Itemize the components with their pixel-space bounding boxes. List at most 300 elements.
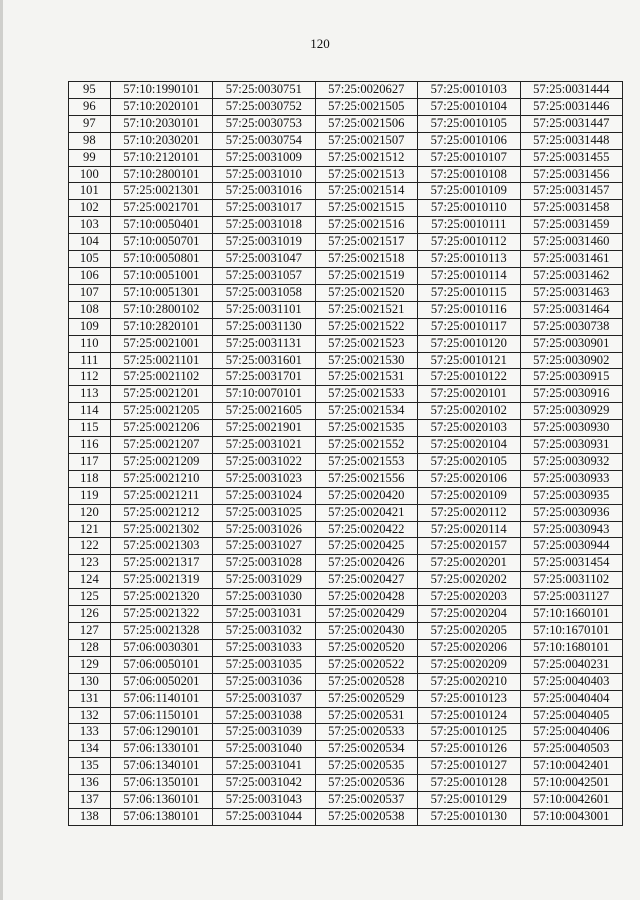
row-number-cell: 136 [69,775,111,792]
row-number-cell: 121 [69,521,111,538]
table-row [69,724,623,741]
cadastral-number-cell: 57:25:0021507 [315,132,417,149]
cadastral-number-cell: 57:25:0030936 [520,504,623,521]
row-number-cell: 105 [69,251,111,268]
cadastral-number-cell: 57:25:0010110 [418,200,520,217]
cadastral-number-cell: 57:25:0031032 [213,623,315,640]
cadastral-number-cell: 57:25:0010113 [418,251,520,268]
row-number-cell: 137 [69,792,111,809]
row-number-cell: 131 [69,690,111,707]
cadastral-number-cell: 57:25:0031446 [520,98,623,115]
row-number-cell: 98 [69,132,111,149]
cadastral-number-cell: 57:25:0020427 [315,572,417,589]
cadastral-number-cell: 57:25:0030931 [520,437,623,454]
row-number-cell: 110 [69,335,111,352]
table-row [69,504,623,521]
cadastral-number-cell: 57:25:0010128 [418,775,520,792]
table-row [69,98,623,115]
table-row [69,335,623,352]
cadastral-number-cell: 57:06:1380101 [110,808,212,825]
cadastral-number-cell: 57:25:0020531 [315,707,417,724]
cadastral-number-cell: 57:25:0031464 [520,301,623,318]
cadastral-number-cell: 57:25:0020627 [315,82,417,99]
cadastral-number-cell: 57:25:0031043 [213,792,315,809]
cadastral-number-cell: 57:25:0031455 [520,149,623,166]
cadastral-number-cell: 57:10:0050701 [110,234,212,251]
row-number-cell: 97 [69,115,111,132]
cadastral-number-cell: 57:25:0021513 [315,166,417,183]
cadastral-number-cell: 57:25:0020420 [315,487,417,504]
cadastral-number-cell: 57:25:0031457 [520,183,623,200]
cadastral-number-cell: 57:25:0021210 [110,470,212,487]
cadastral-number-cell: 57:25:0031127 [520,589,623,606]
cadastral-number-cell: 57:25:0020425 [315,538,417,555]
table-row [69,318,623,335]
row-number-cell: 128 [69,639,111,656]
row-number-cell: 124 [69,572,111,589]
cadastral-number-cell: 57:25:0040503 [520,741,623,758]
cadastral-number-cell: 57:25:0031458 [520,200,623,217]
row-number-cell: 107 [69,284,111,301]
table-row [69,639,623,656]
cadastral-number-cell: 57:25:0021514 [315,183,417,200]
cadastral-number-cell: 57:25:0020202 [418,572,520,589]
cadastral-number-cell: 57:06:1290101 [110,724,212,741]
cadastral-number-cell: 57:25:0021207 [110,437,212,454]
cadastral-number-cell: 57:06:1360101 [110,792,212,809]
row-number-cell: 125 [69,589,111,606]
cadastral-number-cell: 57:25:0020426 [315,555,417,572]
cadastral-number-cell: 57:25:0021701 [110,200,212,217]
cadastral-number-cell: 57:25:0010124 [418,707,520,724]
cadastral-number-cell: 57:25:0010120 [418,335,520,352]
cadastral-number-cell: 57:10:0042401 [520,758,623,775]
row-number-cell: 101 [69,183,111,200]
cadastral-number-cell: 57:06:1350101 [110,775,212,792]
cadastral-number-cell: 57:25:0031041 [213,758,315,775]
cadastral-number-cell: 57:25:0040404 [520,690,623,707]
cadastral-number-cell: 57:25:0030753 [213,115,315,132]
cadastral-number-cell: 57:25:0010123 [418,690,520,707]
cadastral-number-cell: 57:25:0030902 [520,352,623,369]
row-number-cell: 118 [69,470,111,487]
cadastral-number-cell: 57:25:0031035 [213,656,315,673]
row-number-cell: 119 [69,487,111,504]
cadastral-number-cell: 57:06:1140101 [110,690,212,707]
cadastral-number-cell: 57:25:0010111 [418,217,520,234]
cadastral-number-cell: 57:25:0030930 [520,420,623,437]
cadastral-number-cell: 57:06:1340101 [110,758,212,775]
cadastral-number-cell: 57:10:2120101 [110,149,212,166]
row-number-cell: 122 [69,538,111,555]
cadastral-number-cell: 57:25:0021518 [315,251,417,268]
cadastral-number-cell: 57:10:2800101 [110,166,212,183]
cadastral-number-cell: 57:25:0031021 [213,437,315,454]
cadastral-number-cell: 57:10:2020101 [110,98,212,115]
cadastral-number-cell: 57:25:0031047 [213,251,315,268]
cadastral-number-cell: 57:25:0020103 [418,420,520,437]
cadastral-number-cell: 57:25:0020157 [418,538,520,555]
cadastral-number-cell: 57:25:0020104 [418,437,520,454]
cadastral-number-cell: 57:25:0031701 [213,369,315,386]
cadastral-number-cell: 57:25:0031039 [213,724,315,741]
cadastral-number-cell: 57:25:0010129 [418,792,520,809]
cadastral-number-cell: 57:25:0021506 [315,115,417,132]
cadastral-number-cell: 57:25:0021530 [315,352,417,369]
table-row [69,200,623,217]
row-number-cell: 113 [69,386,111,403]
table-row [69,690,623,707]
table-row [69,470,623,487]
cadastral-number-cell: 57:25:0020203 [418,589,520,606]
cadastral-number-cell: 57:25:0031010 [213,166,315,183]
cadastral-number-cell: 57:25:0031018 [213,217,315,234]
row-number-cell: 117 [69,453,111,470]
table-row [69,217,623,234]
cadastral-number-cell: 57:25:0010112 [418,234,520,251]
cadastral-number-cell: 57:25:0031042 [213,775,315,792]
cadastral-number-cell: 57:25:0021516 [315,217,417,234]
table-row [69,589,623,606]
cadastral-number-cell: 57:25:0021901 [213,420,315,437]
table-row [69,437,623,454]
cadastral-number-cell: 57:25:0020534 [315,741,417,758]
cadastral-number-cell: 57:25:0010108 [418,166,520,183]
row-number-cell: 111 [69,352,111,369]
cadastral-number-cell: 57:25:0021553 [315,453,417,470]
cadastral-number-cell: 57:25:0031037 [213,690,315,707]
cadastral-number-cell: 57:25:0020112 [418,504,520,521]
cadastral-number-cell: 57:25:0021531 [315,369,417,386]
table-row [69,741,623,758]
cadastral-number-cell: 57:25:0020422 [315,521,417,538]
table-row [69,149,623,166]
row-number-cell: 102 [69,200,111,217]
cadastral-number-cell: 57:10:2030201 [110,132,212,149]
cadastral-number-cell: 57:25:0020101 [418,386,520,403]
cadastral-number-cell: 57:25:0010117 [418,318,520,335]
row-number-cell: 120 [69,504,111,521]
cadastral-number-cell: 57:10:1680101 [520,639,623,656]
cadastral-number-cell: 57:25:0040403 [520,673,623,690]
cadastral-number-cell: 57:25:0030752 [213,98,315,115]
cadastral-number-cell: 57:25:0031444 [520,82,623,99]
cadastral-number-cell: 57:25:0020421 [315,504,417,521]
table-row [69,82,623,99]
cadastral-number-cell: 57:25:0020520 [315,639,417,656]
table-row [69,386,623,403]
row-number-cell: 135 [69,758,111,775]
row-number-cell: 133 [69,724,111,741]
row-number-cell: 106 [69,267,111,284]
table-row [69,487,623,504]
cadastral-number-cell: 57:25:0040405 [520,707,623,724]
cadastral-number-cell: 57:25:0020428 [315,589,417,606]
cadastral-number-cell: 57:25:0031009 [213,149,315,166]
cadastral-number-cell: 57:25:0040231 [520,656,623,673]
row-number-cell: 123 [69,555,111,572]
cadastral-number-cell: 57:10:0043001 [520,808,623,825]
cadastral-number-cell: 57:25:0031038 [213,707,315,724]
cadastral-number-cell: 57:25:0031130 [213,318,315,335]
row-number-cell: 114 [69,403,111,420]
cadastral-number-cell: 57:25:0020528 [315,673,417,690]
cadastral-number-cell: 57:25:0030751 [213,82,315,99]
row-number-cell: 138 [69,808,111,825]
cadastral-number-cell: 57:25:0021303 [110,538,212,555]
cadastral-number-cell: 57:25:0010126 [418,741,520,758]
scan-edge [0,0,3,900]
cadastral-number-cell: 57:25:0021605 [213,403,315,420]
cadastral-number-cell: 57:25:0030915 [520,369,623,386]
cadastral-number-cell: 57:25:0020205 [418,623,520,640]
cadastral-number-cell: 57:25:0021552 [315,437,417,454]
cadastral-number-cell: 57:25:0020536 [315,775,417,792]
cadastral-number-cell: 57:10:0050401 [110,217,212,234]
cadastral-number-cell: 57:25:0020538 [315,808,417,825]
page-number: 120 [310,36,330,51]
cadastral-number-cell: 57:25:0031463 [520,284,623,301]
cadastral-number-cell: 57:10:1670101 [520,623,623,640]
cadastral-number-cell: 57:25:0031101 [213,301,315,318]
cadastral-number-cell: 57:25:0021522 [315,318,417,335]
cadastral-number-cell: 57:25:0030929 [520,403,623,420]
table-row [69,420,623,437]
cadastral-number-cell: 57:25:0031456 [520,166,623,183]
cadastral-number-cell: 57:25:0021322 [110,606,212,623]
cadastral-number-cell: 57:25:0021328 [110,623,212,640]
cadastral-number-cell: 57:25:0010116 [418,301,520,318]
cadastral-number-cell: 57:25:0021001 [110,335,212,352]
table-row [69,606,623,623]
table-row [69,183,623,200]
cadastral-number-cell: 57:25:0031057 [213,267,315,284]
cadastral-number-cell: 57:25:0021535 [315,420,417,437]
table-row [69,521,623,538]
row-number-cell: 95 [69,82,111,99]
row-number-cell: 100 [69,166,111,183]
cadastral-number-cell: 57:25:0010121 [418,352,520,369]
cadastral-number-cell: 57:25:0020201 [418,555,520,572]
row-number-cell: 132 [69,707,111,724]
cadastral-number-cell: 57:25:0031025 [213,504,315,521]
cadastral-number-cell: 57:10:1660101 [520,606,623,623]
cadastral-number-cell: 57:25:0021201 [110,386,212,403]
cadastral-number-cell: 57:25:0021301 [110,183,212,200]
cadastral-number-cell: 57:25:0021206 [110,420,212,437]
cadastral-number-cell: 57:25:0020102 [418,403,520,420]
cadastral-number-cell: 57:25:0010103 [418,82,520,99]
table-row [69,623,623,640]
table-row [69,673,623,690]
cadastral-number-cell: 57:10:2820101 [110,318,212,335]
cadastral-number-cell: 57:06:0050201 [110,673,212,690]
cadastral-number-cell: 57:25:0010104 [418,98,520,115]
cadastral-number-cell: 57:25:0020105 [418,453,520,470]
cadastral-number-cell: 57:25:0021302 [110,521,212,538]
row-number-cell: 109 [69,318,111,335]
cadastral-number-cell: 57:25:0020430 [315,623,417,640]
cadastral-number-cell: 57:25:0010115 [418,284,520,301]
cadastral-number-cell: 57:25:0031016 [213,183,315,200]
cadastral-number-cell: 57:25:0031026 [213,521,315,538]
row-number-cell: 127 [69,623,111,640]
cadastral-number-cell: 57:25:0030943 [520,521,623,538]
cadastral-number-cell: 57:25:0021317 [110,555,212,572]
row-number-cell: 130 [69,673,111,690]
table-row [69,538,623,555]
cadastral-number-cell: 57:25:0010105 [418,115,520,132]
table-row [69,808,623,825]
cadastral-number-cell: 57:25:0031027 [213,538,315,555]
cadastral-number-cell: 57:25:0021209 [110,453,212,470]
cadastral-number-cell: 57:25:0010106 [418,132,520,149]
cadastral-number-cell: 57:25:0021534 [315,403,417,420]
cadastral-number-cell: 57:25:0021505 [315,98,417,115]
cadastral-number-cell: 57:10:0051001 [110,267,212,284]
table-row [69,572,623,589]
cadastral-number-cell: 57:25:0021523 [315,335,417,352]
cadastral-number-cell: 57:25:0021212 [110,504,212,521]
table-row [69,555,623,572]
table-body [69,82,623,826]
table-row [69,284,623,301]
cadastral-number-cell: 57:25:0031023 [213,470,315,487]
cadastral-number-cell: 57:25:0031017 [213,200,315,217]
cadastral-number-cell: 57:25:0031448 [520,132,623,149]
cadastral-number-cell: 57:10:0050801 [110,251,212,268]
cadastral-number-table [68,81,623,826]
cadastral-number-cell: 57:25:0021102 [110,369,212,386]
cadastral-number-cell: 57:25:0021205 [110,403,212,420]
cadastral-number-cell: 57:25:0010130 [418,808,520,825]
cadastral-number-cell: 57:25:0030935 [520,487,623,504]
cadastral-number-cell: 57:25:0031036 [213,673,315,690]
cadastral-number-cell: 57:25:0021556 [315,470,417,487]
cadastral-number-cell: 57:25:0020429 [315,606,417,623]
cadastral-number-cell: 57:25:0031447 [520,115,623,132]
table-row [69,758,623,775]
cadastral-number-cell: 57:25:0010127 [418,758,520,775]
row-number-cell: 99 [69,149,111,166]
cadastral-number-cell: 57:06:0050101 [110,656,212,673]
row-number-cell: 126 [69,606,111,623]
cadastral-number-cell: 57:25:0031131 [213,335,315,352]
row-number-cell: 103 [69,217,111,234]
table-row [69,656,623,673]
cadastral-number-cell: 57:25:0021320 [110,589,212,606]
row-number-cell: 134 [69,741,111,758]
cadastral-number-cell: 57:25:0031058 [213,284,315,301]
table-row [69,707,623,724]
cadastral-number-cell: 57:25:0010109 [418,183,520,200]
cadastral-number-cell: 57:25:0021519 [315,267,417,284]
cadastral-number-cell: 57:10:2800102 [110,301,212,318]
cadastral-number-cell: 57:10:0042501 [520,775,623,792]
cadastral-number-cell: 57:10:0070101 [213,386,315,403]
cadastral-number-cell: 57:25:0031029 [213,572,315,589]
cadastral-number-cell: 57:25:0031044 [213,808,315,825]
cadastral-number-cell: 57:25:0030754 [213,132,315,149]
cadastral-number-cell: 57:10:2030101 [110,115,212,132]
cadastral-number-cell: 57:25:0020114 [418,521,520,538]
table-row [69,403,623,420]
cadastral-number-cell: 57:25:0020106 [418,470,520,487]
cadastral-number-cell: 57:25:0031022 [213,453,315,470]
cadastral-number-cell: 57:06:0030301 [110,639,212,656]
cadastral-number-cell: 57:25:0021101 [110,352,212,369]
cadastral-number-cell: 57:25:0021517 [315,234,417,251]
cadastral-number-cell: 57:25:0020533 [315,724,417,741]
cadastral-number-cell: 57:25:0031460 [520,234,623,251]
cadastral-number-cell: 57:25:0021515 [315,200,417,217]
cadastral-number-cell: 57:25:0020535 [315,758,417,775]
cadastral-number-cell: 57:25:0031459 [520,217,623,234]
cadastral-number-cell: 57:25:0031028 [213,555,315,572]
cadastral-number-cell: 57:25:0020109 [418,487,520,504]
cadastral-number-cell: 57:10:0051301 [110,284,212,301]
cadastral-number-cell: 57:25:0020522 [315,656,417,673]
cadastral-number-cell: 57:25:0031031 [213,606,315,623]
row-number-cell: 96 [69,98,111,115]
cadastral-number-cell: 57:25:0020206 [418,639,520,656]
cadastral-number-cell: 57:25:0031019 [213,234,315,251]
cadastral-number-cell: 57:25:0031462 [520,267,623,284]
cadastral-number-cell: 57:25:0010114 [418,267,520,284]
table-row [69,369,623,386]
cadastral-number-cell: 57:25:0021521 [315,301,417,318]
cadastral-number-cell: 57:25:0010107 [418,149,520,166]
cadastral-number-cell: 57:25:0031030 [213,589,315,606]
cadastral-number-cell: 57:06:1150101 [110,707,212,724]
cadastral-number-cell: 57:25:0031040 [213,741,315,758]
row-number-cell: 116 [69,437,111,454]
cadastral-number-cell: 57:25:0021319 [110,572,212,589]
cadastral-number-cell: 57:25:0020204 [418,606,520,623]
cadastral-number-cell: 57:25:0031102 [520,572,623,589]
cadastral-number-cell: 57:06:1330101 [110,741,212,758]
row-number-cell: 104 [69,234,111,251]
table-row [69,352,623,369]
cadastral-number-cell: 57:25:0021533 [315,386,417,403]
table-row [69,775,623,792]
cadastral-number-cell: 57:25:0030944 [520,538,623,555]
cadastral-number-cell: 57:25:0030933 [520,470,623,487]
table-row [69,251,623,268]
cadastral-number-cell: 57:25:0010125 [418,724,520,741]
cadastral-number-cell: 57:25:0031601 [213,352,315,369]
cadastral-number-cell: 57:25:0021211 [110,487,212,504]
table-row [69,792,623,809]
cadastral-number-cell: 57:25:0030738 [520,318,623,335]
cadastral-number-cell: 57:25:0021512 [315,149,417,166]
cadastral-number-cell: 57:25:0031033 [213,639,315,656]
cadastral-number-cell: 57:25:0030916 [520,386,623,403]
table-row [69,453,623,470]
cadastral-number-cell: 57:10:1990101 [110,82,212,99]
row-number-cell: 112 [69,369,111,386]
table-row [69,267,623,284]
cadastral-number-cell: 57:25:0020209 [418,656,520,673]
cadastral-number-cell: 57:25:0021520 [315,284,417,301]
row-number-cell: 115 [69,420,111,437]
row-number-cell: 108 [69,301,111,318]
cadastral-number-cell: 57:25:0031461 [520,251,623,268]
cadastral-number-cell: 57:25:0040406 [520,724,623,741]
cadastral-number-cell: 57:25:0020537 [315,792,417,809]
cadastral-number-cell: 57:25:0030932 [520,453,623,470]
table-row [69,234,623,251]
